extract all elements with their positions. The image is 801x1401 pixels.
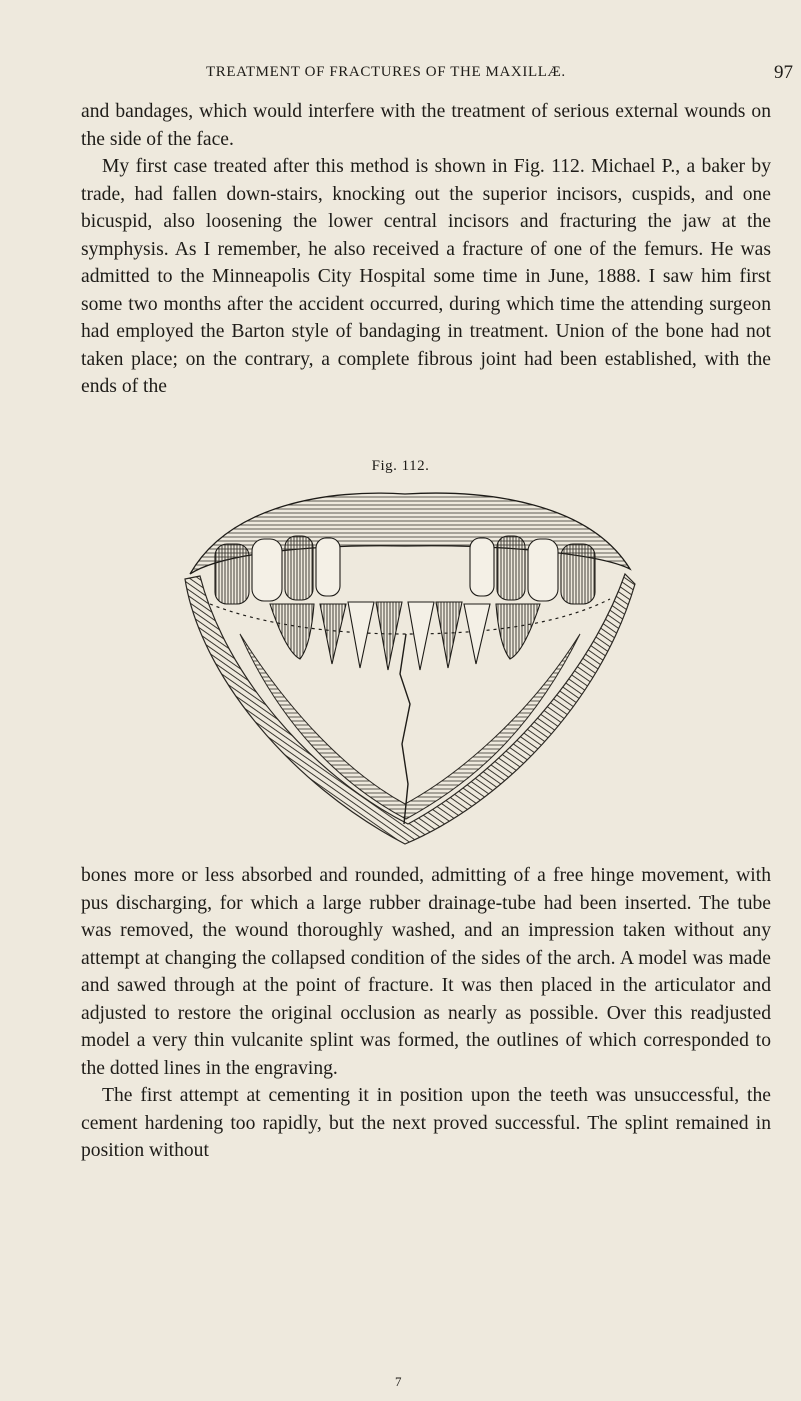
dental-splint-engraving [170, 484, 640, 854]
paragraph-continuation: and bandages, which would interfere with the treatment of serious external wounds on the side of the face. [81, 101, 771, 150]
page-number: 97 [774, 62, 793, 83]
signature-mark: 7 [395, 1374, 402, 1389]
paragraph-cementing: The first attempt at cementing it in position upon the teeth was unsuccessful, the cement hardening too rapidly, but the next proved successful. The splint remained in position without [81, 1085, 771, 1161]
text-block-bottom [81, 862, 771, 1165]
paragraph-case-description: My first case treated after this method is shown in Fig. 112. Michael P., a baker by trade, had fallen down-stairs, knocking out the superior incisors, cuspids, and one bicuspid, also loosening the lower central incisors and fracturing the jaw at the symphysis. As I remember, he also received a fracture of one of the femurs. He was admitted to the Minneapolis City Hospital some time in June, 1888. I saw him first some two months after the accident occurred, during which time the attending surgeon had employed the Barton style of bandaging in treatment. Union of the bone had not taken place; on the contrary, a complete fibrous joint had been established, with the ends of the [81, 156, 771, 397]
paragraph-treatment: bones more or less absorbed and rounded, admitting of a free hinge movement, with pus discharging, for which a large rubber drainage-tube had been inserted. The tube was removed, the wound thoroughly washed, and an impression taken without any attempt at changing the collapsed condition of the sides of the arch. A model was made and sawed through at the point of fracture. It was then placed in the articulator and adjusted to restore the original occlusion as nearly as possible. Over this readjusted model a very thin vulcanite splint was formed, the outlines of which corresponded to the dotted lines in the engraving. [81, 865, 771, 1079]
mandible-base [240, 634, 580, 819]
fracture-line [400, 634, 410, 824]
running-head: TREATMENT OF FRACTURES OF THE MAXILLÆ. [206, 64, 566, 80]
text-block-top [81, 98, 771, 401]
figure-caption: Fig. 112. [371, 458, 430, 474]
